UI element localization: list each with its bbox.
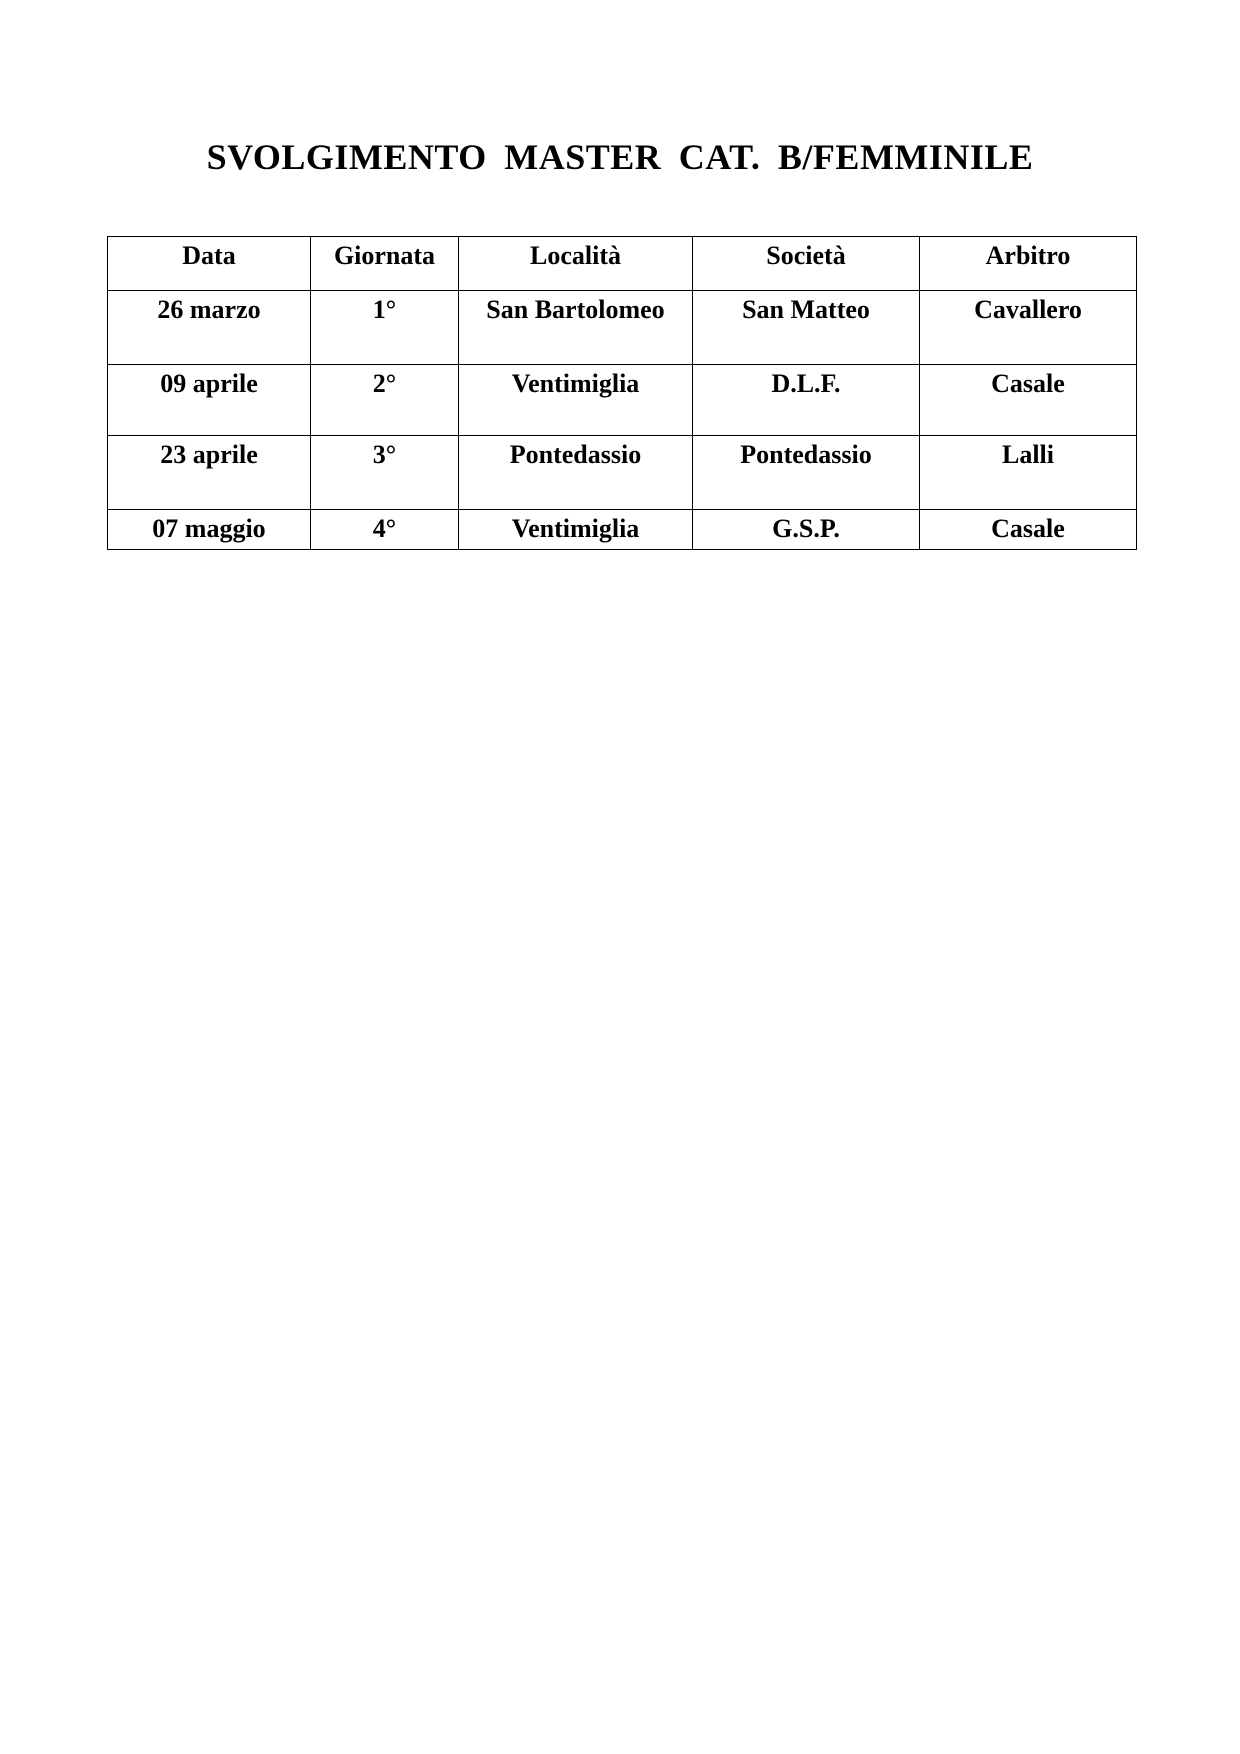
- header-giornata: Giornata: [311, 237, 459, 291]
- cell-arbitro: Lalli: [920, 436, 1137, 510]
- cell-arbitro: Casale: [920, 365, 1137, 436]
- cell-data: 09 aprile: [108, 365, 311, 436]
- header-localita: Località: [459, 237, 693, 291]
- table-row: [108, 365, 1137, 436]
- cell-localita: Pontedassio: [459, 436, 693, 510]
- cell-arbitro: Cavallero: [920, 291, 1137, 365]
- cell-societa: San Matteo: [693, 291, 920, 365]
- cell-giornata: 1°: [311, 291, 459, 365]
- cell-localita: Ventimiglia: [459, 510, 693, 550]
- table-header-row: [108, 237, 1137, 291]
- cell-giornata: 3°: [311, 436, 459, 510]
- header-arbitro: Arbitro: [920, 237, 1137, 291]
- cell-arbitro: Casale: [920, 510, 1137, 550]
- cell-data: 07 maggio: [108, 510, 311, 550]
- cell-societa: Pontedassio: [693, 436, 920, 510]
- cell-societa: D.L.F.: [693, 365, 920, 436]
- header-data: Data: [108, 237, 311, 291]
- header-societa: Società: [693, 237, 920, 291]
- cell-data: 23 aprile: [108, 436, 311, 510]
- cell-data: 26 marzo: [108, 291, 311, 365]
- cell-giornata: 4°: [311, 510, 459, 550]
- cell-giornata: 2°: [311, 365, 459, 436]
- schedule-table: [107, 236, 1137, 550]
- table-row: [108, 436, 1137, 510]
- cell-societa: G.S.P.: [693, 510, 920, 550]
- cell-localita: San Bartolomeo: [459, 291, 693, 365]
- page-title: SVOLGIMENTO MASTER CAT. B/FEMMINILE: [206, 137, 1034, 177]
- cell-localita: Ventimiglia: [459, 365, 693, 436]
- table-row: [108, 510, 1137, 550]
- table-row: [108, 291, 1137, 365]
